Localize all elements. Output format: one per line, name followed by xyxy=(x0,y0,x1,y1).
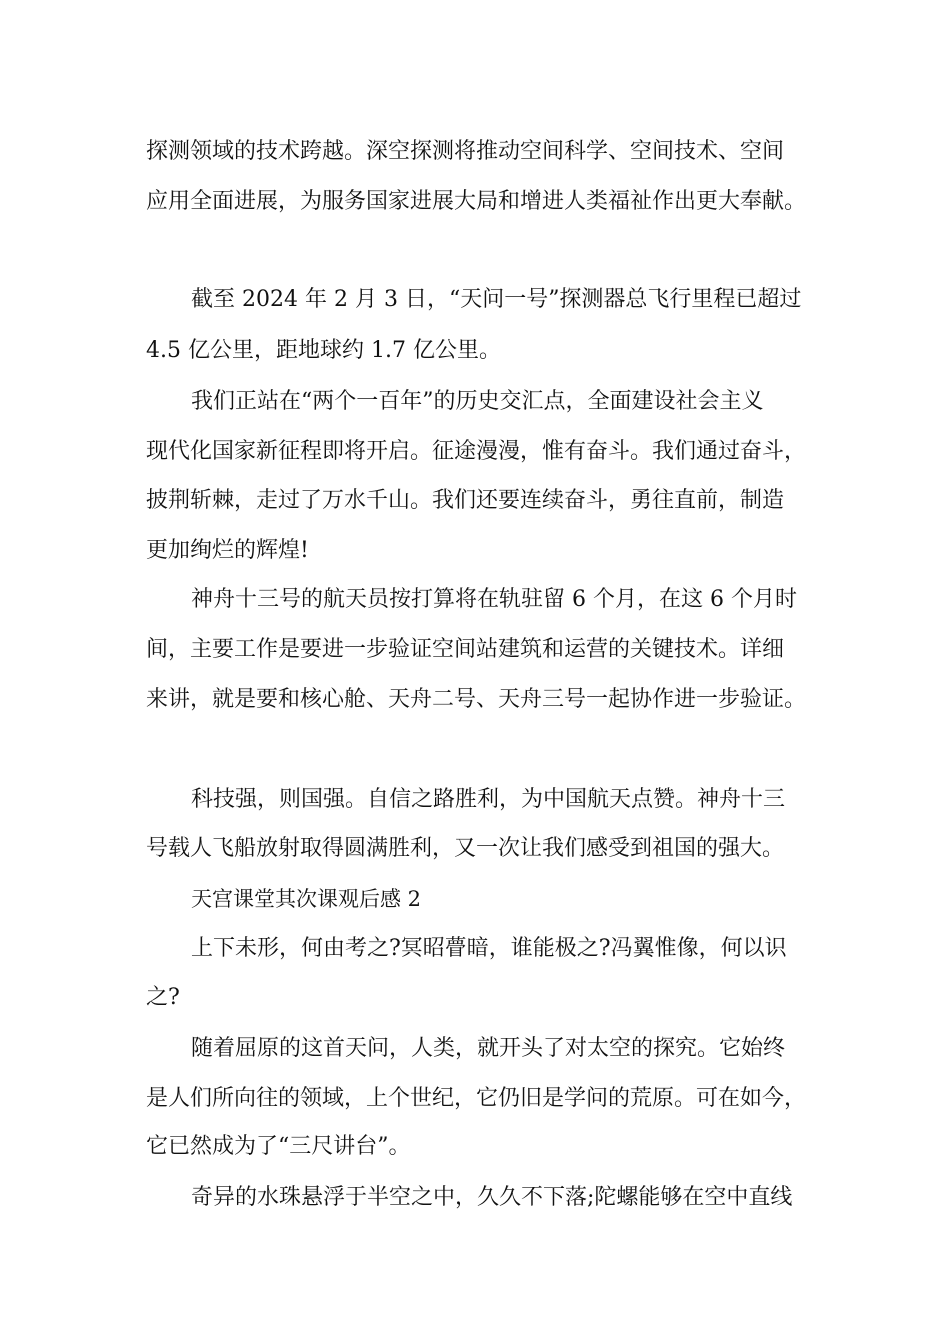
paragraph-line: 奇异的水珠悬浮于半空之中，久久不下落;陀螺能够在空中直线 xyxy=(191,1185,793,1210)
paragraph-line: 4.5 亿公里，距地球约 1.7 亿公里。 xyxy=(146,338,501,363)
paragraph-line: 间，主要工作是要进一步验证空间站建筑和运营的关键技术。详细 xyxy=(146,637,785,662)
paragraph-line: 应用全面进展，为服务国家进展大局和增进人类福祉作出更大奉献。 xyxy=(146,189,807,214)
paragraph-line: 截至 2024 年 2 月 3 日，“天问一号”探测器总飞行里程已超过 xyxy=(191,287,802,312)
section-heading: 天宫课堂其次课观后感 2 xyxy=(191,887,422,911)
paragraph-line: 它已然成为了“三尺讲台”。 xyxy=(146,1134,411,1159)
paragraph-line: 上下未形，何由考之?冥昭瞢暗，谁能极之?冯翼惟像，何以识 xyxy=(191,936,787,961)
paragraph-line: 科技强，则国强。自信之路胜利，为中国航天点赞。神舟十三 xyxy=(191,787,786,812)
paragraph-line: 探测领域的技术跨越。深空探测将推动空间科学、空间技术、空间 xyxy=(146,139,785,164)
paragraph-line: 是人们所向往的领域，上个世纪，它仍旧是学问的荒原。可在如今， xyxy=(146,1086,807,1111)
paragraph-line: 现代化国家新征程即将开启。征途漫漫，惟有奋斗。我们通过奋斗， xyxy=(146,439,807,464)
paragraph-line: 随着屈原的这首天问，人类，就开头了对太空的探究。它始终 xyxy=(191,1036,786,1061)
paragraph-line: 来讲，就是要和核心舱、天舟二号、天舟三号一起协作进一步验证。 xyxy=(146,687,807,712)
paragraph-line: 披荆斩棘，走过了万水千山。我们还要连续奋斗，勇往直前，制造 xyxy=(146,488,785,513)
paragraph-line: 之? xyxy=(146,985,180,1010)
paragraph-line: 更加绚烂的辉煌! xyxy=(146,538,309,563)
paragraph-line: 神舟十三号的航天员按打算将在轨驻留 6 个月，在这 6 个月时 xyxy=(191,587,797,612)
paragraph-line: 我们正站在“两个一百年”的历史交汇点，全面建设社会主义 xyxy=(191,389,764,414)
paragraph-line: 号载人飞船放射取得圆满胜利，又一次让我们感受到祖国的强大。 xyxy=(146,836,785,861)
